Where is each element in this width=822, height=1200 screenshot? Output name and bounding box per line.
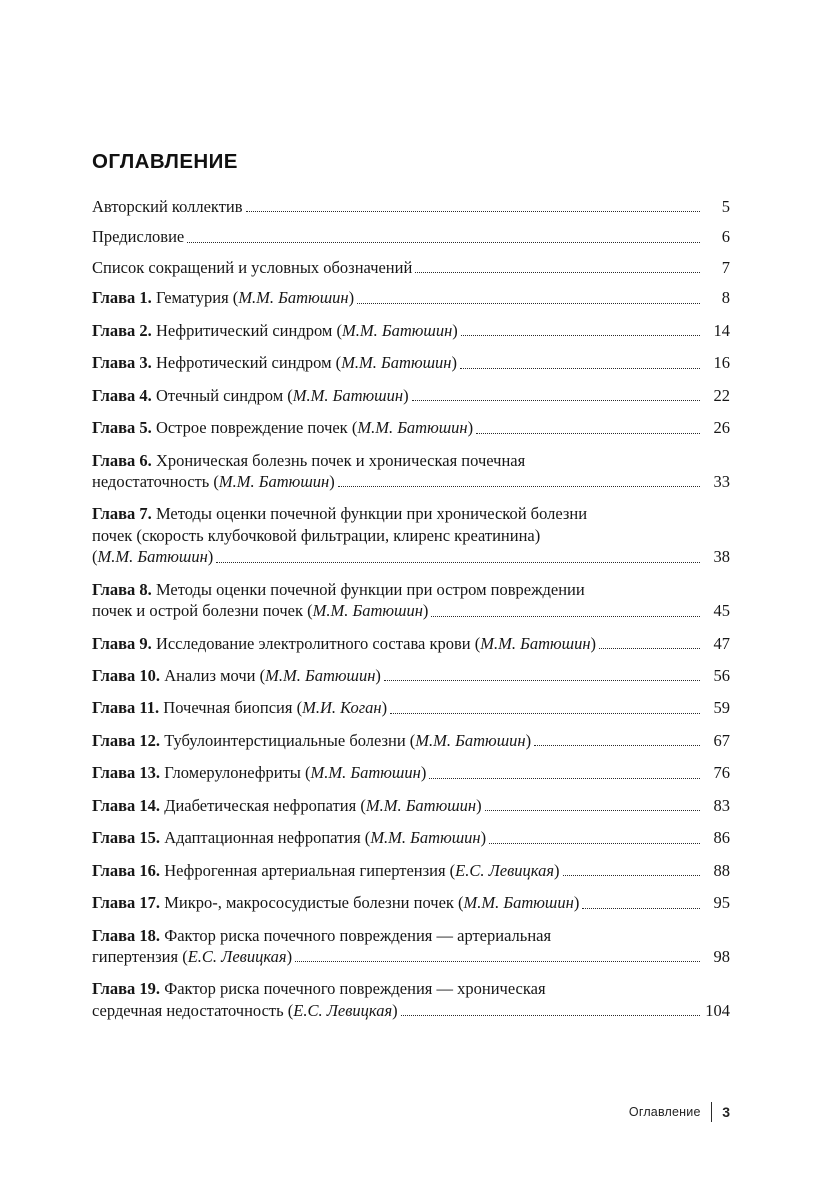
- leader-dots: [390, 713, 700, 714]
- chapter-author: М.М. Батюшин: [292, 385, 404, 405]
- leader-dots: [431, 616, 700, 617]
- toc-entry-label: [92, 320, 458, 341]
- chapter-title-end: ): [452, 320, 458, 340]
- chapter-title-end: ): [392, 1000, 398, 1020]
- toc-page-number: 76: [713, 763, 730, 783]
- chapter-title: Методы оценки почечной функции при хронической болезни: [151, 504, 588, 524]
- chapter-author: М.М. Батюшин: [310, 763, 421, 783]
- chapter-author: М.М. Батюшин: [97, 547, 208, 567]
- chapter-title-end: ): [451, 353, 457, 373]
- toc-entry-front-1[interactable]: [92, 226, 730, 247]
- toc-page-number: 86: [713, 828, 730, 848]
- toc-page-number: 38: [713, 547, 730, 567]
- toc-entry-label: Авторский коллектив: [92, 197, 243, 216]
- toc-entry-chapter-13[interactable]: [92, 762, 730, 783]
- toc-entry-line-1: [92, 450, 730, 471]
- leader-dots: [485, 810, 700, 811]
- chapter-title-end: ): [525, 730, 532, 750]
- toc-entry-chapter-8[interactable]: [92, 579, 730, 622]
- chapter-number: Глава 9.: [92, 633, 152, 653]
- chapter-title-end: ): [381, 698, 388, 718]
- chapter-title-end: ): [480, 828, 487, 848]
- toc-entry-line-1: [92, 579, 730, 600]
- toc-page-number: 8: [721, 288, 730, 308]
- toc-entry-chapter-3[interactable]: [92, 352, 730, 373]
- chapter-title-end: ): [375, 666, 381, 685]
- toc-entry-front-0[interactable]: [92, 196, 730, 217]
- chapter-title: Фактор риска почечного повреждения — хроническая: [160, 979, 546, 999]
- toc-entry-label: [92, 860, 560, 881]
- chapter-title: Методы оценки почечной функции при остром повреждении: [151, 579, 585, 599]
- chapter-title: Фактор риска почечного повреждения — артериальная: [160, 925, 552, 945]
- toc-entry-label: Предисловие: [92, 227, 185, 247]
- toc-entry-line-2: [92, 1000, 730, 1021]
- chapter-title: Нефротический синдром (: [151, 353, 342, 373]
- leader-dots: [429, 778, 700, 779]
- chapter-title: Диабетическая нефропатия (: [160, 795, 366, 815]
- chapter-number: Глава 12.: [92, 730, 161, 750]
- chapter-author: М.М. Батюшин: [341, 320, 453, 340]
- toc-entry-label: [92, 633, 596, 654]
- toc-entry-line-1: [92, 503, 730, 524]
- toc-entry-chapter-15[interactable]: [92, 827, 730, 848]
- chapter-title: Хроническая болезнь почек и хроническая почечная: [151, 450, 526, 470]
- chapter-author: М.М. Батюшин: [357, 418, 468, 438]
- toc-entry-chapter-6[interactable]: [92, 450, 730, 493]
- toc-entry-label: [92, 795, 482, 816]
- leader-dots: [246, 211, 700, 212]
- chapter-author: М.М. Батюшин: [365, 795, 477, 815]
- chapter-title: Гематурия (: [151, 288, 239, 308]
- toc-entry-chapter-18[interactable]: [92, 925, 730, 968]
- leader-dots: [476, 433, 700, 434]
- chapter-title: Почечная биопсия (: [159, 698, 303, 718]
- leader-dots: [412, 400, 700, 401]
- toc-entry-line-2: [92, 471, 730, 492]
- toc-entry-label: [92, 892, 579, 913]
- leader-dots: [338, 486, 700, 487]
- toc-page-number: 83: [713, 795, 730, 815]
- chapter-title-end: ): [590, 633, 597, 653]
- toc-entry-line-2: [92, 946, 730, 967]
- chapter-title-cont: недостаточность (: [92, 471, 219, 491]
- chapter-title-end: ): [420, 763, 427, 783]
- chapter-number: Глава 19.: [92, 979, 161, 999]
- toc-page-number: 45: [713, 601, 730, 621]
- chapter-author: М.М. Батюшин: [415, 730, 526, 750]
- leader-dots: [534, 745, 700, 746]
- toc-entry-label: [92, 287, 354, 308]
- toc-entry-label: [92, 697, 387, 718]
- chapter-number: Глава 13.: [92, 763, 161, 783]
- leader-dots: [599, 648, 700, 649]
- leader-dots: [563, 875, 700, 876]
- toc-entry-label: [92, 730, 531, 751]
- chapter-title-end: ): [329, 471, 335, 491]
- leader-dots: [461, 335, 700, 336]
- toc-entry-label: Список сокращений и условных обозначений: [92, 257, 413, 277]
- toc-entry-chapter-19[interactable]: [92, 978, 730, 1021]
- chapter-author: М.М. Батюшин: [218, 471, 330, 491]
- toc-entry-chapter-2[interactable]: [92, 320, 730, 341]
- toc-entry-label: [92, 385, 409, 406]
- chapter-number: Глава 17.: [92, 893, 161, 913]
- toc-page-number: 47: [713, 633, 730, 653]
- chapter-number: Глава 14.: [92, 795, 161, 815]
- leader-dots: [357, 303, 700, 304]
- toc-entry-chapter-1[interactable]: [92, 287, 730, 308]
- toc-entry-chapter-10[interactable]: [92, 665, 730, 686]
- toc-entry-chapter-4[interactable]: [92, 385, 730, 406]
- page-footer: [629, 1102, 730, 1122]
- toc-page-number: 22: [713, 385, 730, 405]
- chapter-title: Нефрогенная артериальная гипертензия (: [160, 860, 456, 880]
- toc-entry-label: [92, 665, 381, 686]
- toc-entry-chapter-5[interactable]: [92, 417, 730, 438]
- toc-page-number: 88: [713, 860, 730, 880]
- chapter-title-end: ): [348, 288, 355, 308]
- chapter-title: Микро-, макрососудистые болезни почек (: [160, 893, 464, 913]
- footer-divider: [711, 1102, 713, 1122]
- toc-page-number: 104: [705, 1000, 730, 1020]
- chapter-title-cont: гипертензия (: [92, 946, 188, 966]
- toc-page-number: 5: [721, 197, 730, 216]
- chapter-title: Нефритический синдром (: [151, 320, 342, 340]
- toc-entry-label: [92, 827, 486, 848]
- toc-page-number: 98: [713, 946, 730, 966]
- toc-entry-chapter-16[interactable]: [92, 860, 730, 881]
- chapter-title-end: ): [207, 547, 214, 567]
- toc-page-number: 16: [713, 353, 730, 373]
- chapter-title-end: ): [467, 418, 474, 438]
- chapter-title: Анализ мочи (: [160, 666, 266, 685]
- chapter-number: Глава 2.: [92, 320, 152, 340]
- chapter-author: М.М. Батюшин: [370, 828, 481, 848]
- chapter-title: Исследование электролитного состава крови (: [151, 633, 481, 653]
- chapter-author: М.М. Батюшин: [265, 666, 376, 685]
- toc-entry-chapter-17[interactable]: [92, 892, 730, 913]
- toc-entry-line-3: [92, 546, 730, 567]
- leader-dots: [295, 961, 700, 962]
- toc-entry-line-2: почек (скорость клубочковой фильтрации, клиренс креатинина): [92, 525, 541, 545]
- chapter-title-cont: сердечная недостаточность (: [92, 1000, 294, 1020]
- toc-entry-chapter-12[interactable]: [92, 730, 730, 751]
- chapter-title-cont: (: [92, 547, 98, 567]
- toc-list: [92, 196, 730, 1021]
- chapter-title-end: ): [403, 385, 409, 405]
- toc-page-number: 26: [713, 418, 730, 438]
- toc-entry-label: [92, 352, 457, 373]
- chapter-number: Глава 10.: [92, 666, 161, 685]
- chapter-author: М.М. Батюшин: [341, 353, 452, 373]
- toc-page-number: 95: [713, 893, 730, 913]
- chapter-title-end: ): [554, 860, 560, 880]
- leader-dots: [216, 562, 700, 563]
- leader-dots: [489, 843, 700, 844]
- toc-page-number: 6: [721, 227, 730, 247]
- chapter-title: Тубулоинтерстициальные болезни (: [160, 730, 416, 750]
- leader-dots: [582, 908, 700, 909]
- toc-entry-chapter-14[interactable]: [92, 795, 730, 816]
- chapter-number: Глава 18.: [92, 925, 161, 945]
- footer-page-number: 3: [722, 1104, 730, 1120]
- chapter-number: Глава 6.: [92, 450, 152, 470]
- toc-entry-chapter-9[interactable]: [92, 633, 730, 654]
- chapter-number: Глава 7.: [92, 504, 152, 524]
- toc-page-number: 56: [713, 666, 730, 685]
- footer-section-label: Оглавление: [628, 1105, 701, 1119]
- chapter-number: Глава 8.: [92, 579, 152, 599]
- chapter-number: Глава 16.: [92, 860, 161, 880]
- chapter-author: М.М. Батюшин: [463, 893, 574, 913]
- chapter-author: Е.С. Левицкая: [293, 1000, 393, 1020]
- chapter-number: Глава 3.: [92, 353, 152, 373]
- leader-dots: [384, 680, 700, 681]
- chapter-author: Е.С. Левицкая: [187, 946, 287, 966]
- toc-entry-line-1: [92, 978, 730, 999]
- toc-entry-front-2[interactable]: [92, 257, 730, 278]
- leader-dots: [460, 368, 700, 369]
- chapter-author: М.И. Коган: [302, 698, 382, 718]
- toc-entry-chapter-7[interactable]: [92, 503, 730, 567]
- leader-dots: [187, 242, 700, 243]
- chapter-title-end: ): [573, 893, 580, 913]
- chapter-number: Глава 5.: [92, 418, 152, 438]
- toc-entry-line-2: [92, 600, 730, 621]
- chapter-title: Гломерулонефриты (: [160, 763, 311, 783]
- chapter-title-end: ): [476, 795, 482, 815]
- leader-dots: [415, 272, 700, 273]
- page-title: ОГЛАВЛЕНИЕ: [92, 150, 238, 173]
- chapter-author: М.М. Батюшин: [312, 601, 423, 621]
- leader-dots: [401, 1015, 700, 1016]
- chapter-title-cont: почек и острой болезни почек (: [92, 601, 313, 621]
- chapter-number: Глава 4.: [92, 385, 152, 405]
- toc-entry-chapter-11[interactable]: [92, 697, 730, 718]
- chapter-number: Глава 1.: [92, 288, 152, 308]
- chapter-title: Острое повреждение почек (: [151, 418, 358, 438]
- chapter-title: Адаптационная нефропатия (: [160, 828, 371, 848]
- chapter-number: Глава 11.: [92, 698, 160, 718]
- chapter-number: Глава 15.: [92, 828, 161, 848]
- toc-entry-label: [92, 762, 426, 783]
- toc-page-number: 7: [721, 257, 730, 277]
- toc-page-number: 67: [713, 730, 730, 750]
- chapter-author: М.М. Батюшин: [480, 633, 591, 653]
- chapter-title-end: ): [286, 946, 293, 966]
- chapter-author: М.М. Батюшин: [238, 288, 349, 308]
- chapter-author: Е.С. Левицкая: [455, 860, 555, 880]
- chapter-title: Отечный синдром (: [151, 385, 293, 405]
- chapter-title-end: ): [422, 601, 429, 621]
- toc-entry-label: [92, 417, 473, 438]
- toc-page-number: 59: [713, 698, 730, 718]
- toc-entry-line-1: [92, 925, 730, 946]
- toc-page-number: 33: [713, 471, 730, 491]
- toc-page-number: 14: [713, 320, 730, 340]
